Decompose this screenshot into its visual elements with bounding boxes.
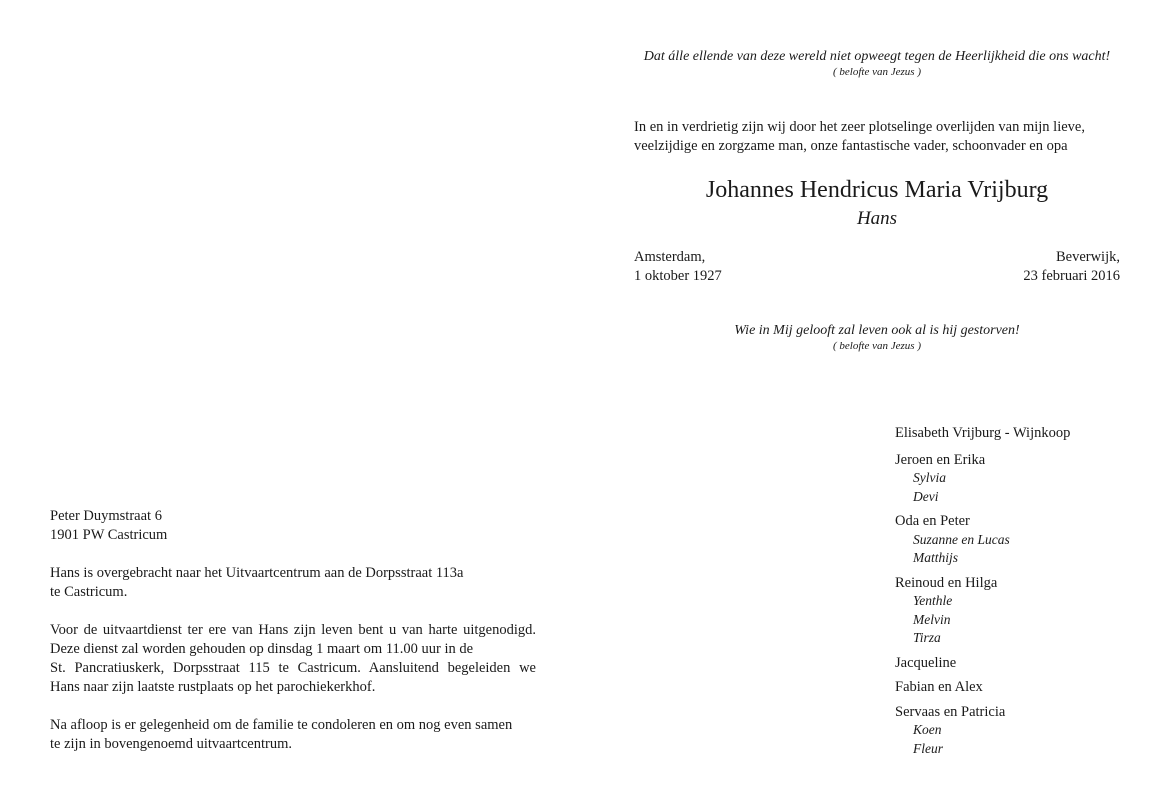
deceased-name-block	[634, 174, 1120, 231]
intro-line-1: In en in verdrietig zijn wij door het zeer plotselinge overlijden van mijn lieve,	[634, 119, 1085, 135]
birth-place: Amsterdam,	[634, 249, 706, 265]
family-member-name: Servaas en Patricia	[895, 703, 1006, 720]
grandchild-name: Melvin	[913, 611, 951, 627]
grandchild-name: Matthijs	[913, 550, 959, 565]
grandchild-name: Fleur	[913, 740, 943, 756]
family-member-name: Elisabeth Vrijburg - Wijnkoop	[895, 425, 1071, 441]
grandchild-name: Devi	[913, 488, 939, 504]
announcement-intro	[634, 118, 1124, 155]
deceased-nickname: Hans	[856, 208, 898, 229]
bottom-quote	[634, 322, 1120, 353]
grandchild-name: Sylvia	[913, 470, 946, 485]
family-group	[895, 678, 1155, 697]
address-street: Peter Duymstraat 6	[50, 508, 162, 524]
grandchild-name: Tirza	[913, 630, 941, 645]
family-member-name: Oda en Peter	[895, 513, 970, 529]
service-paragraph	[50, 621, 536, 697]
transfer-line-2: te Castricum.	[50, 584, 128, 600]
service-line-4: Hans naar zijn laatste rustplaats op het parochiekerkhof.	[50, 679, 376, 695]
death-date: 23 februari 2016	[1023, 267, 1120, 284]
bottom-quote-source: ( belofte van Jezus )	[833, 340, 921, 352]
family-member-name: Jacqueline	[895, 654, 957, 671]
service-line-1: Voor de uitvaartdienst ter ere van Hans zijn leven bent u van harte uitgenodigd.	[50, 622, 536, 638]
transfer-paragraph	[50, 564, 536, 602]
birth-date: 1 oktober 1927	[634, 267, 722, 284]
grandchild-name: Suzanne en Lucas	[913, 531, 1010, 547]
birth-info	[634, 248, 722, 285]
deceased-full-name: Johannes Hendricus Maria Vrijburg	[705, 177, 1049, 203]
family-group	[895, 424, 1155, 443]
grandchild-name: Yenthle	[913, 593, 953, 608]
death-place: Beverwijk,	[1055, 249, 1120, 265]
service-information	[50, 507, 536, 773]
family-group	[895, 574, 1155, 648]
address-city: 1901 PW Castricum	[50, 527, 168, 543]
family-member-name: Reinoud en Hilga	[895, 574, 998, 591]
family-group	[895, 703, 1155, 759]
condolence-paragraph	[50, 716, 536, 754]
family-group	[895, 451, 1155, 507]
top-quote-source: ( belofte van Jezus )	[833, 66, 921, 78]
top-quote	[634, 48, 1120, 79]
family-group	[895, 654, 1155, 673]
intro-line-2: veelzijdige en zorgzame man, onze fantastische vader, schoonvader en opa	[634, 137, 1068, 154]
transfer-line-1: Hans is overgebracht naar het Uitvaartcentrum aan de Dorpsstraat 113a	[50, 565, 464, 581]
address-block	[50, 507, 536, 545]
family-list	[895, 424, 1155, 764]
death-info	[1023, 248, 1120, 285]
family-group	[895, 512, 1155, 568]
grandchild-name: Koen	[913, 722, 942, 737]
service-line-3: St. Pancratiuskerk, Dorpsstraat 115 te Castricum. Aansluitend begeleiden we	[50, 660, 536, 676]
service-line-2: Deze dienst zal worden gehouden op dinsdag 1 maart om 11.00 uur in de	[50, 641, 474, 657]
family-member-name: Fabian en Alex	[895, 679, 983, 695]
condolence-line-2: te zijn in bovengenoemd uitvaartcentrum.	[50, 736, 292, 752]
bottom-quote-text: Wie in Mij gelooft zal leven ook al is hij gestorven!	[734, 323, 1020, 338]
family-member-name: Jeroen en Erika	[895, 451, 986, 468]
condolence-line-1: Na afloop is er gelegenheid om de familie te condoleren en om nog even samen	[50, 717, 513, 733]
top-quote-text: Dat álle ellende van deze wereld niet opweegt tegen de Heerlijkheid die ons wacht!	[643, 49, 1111, 64]
